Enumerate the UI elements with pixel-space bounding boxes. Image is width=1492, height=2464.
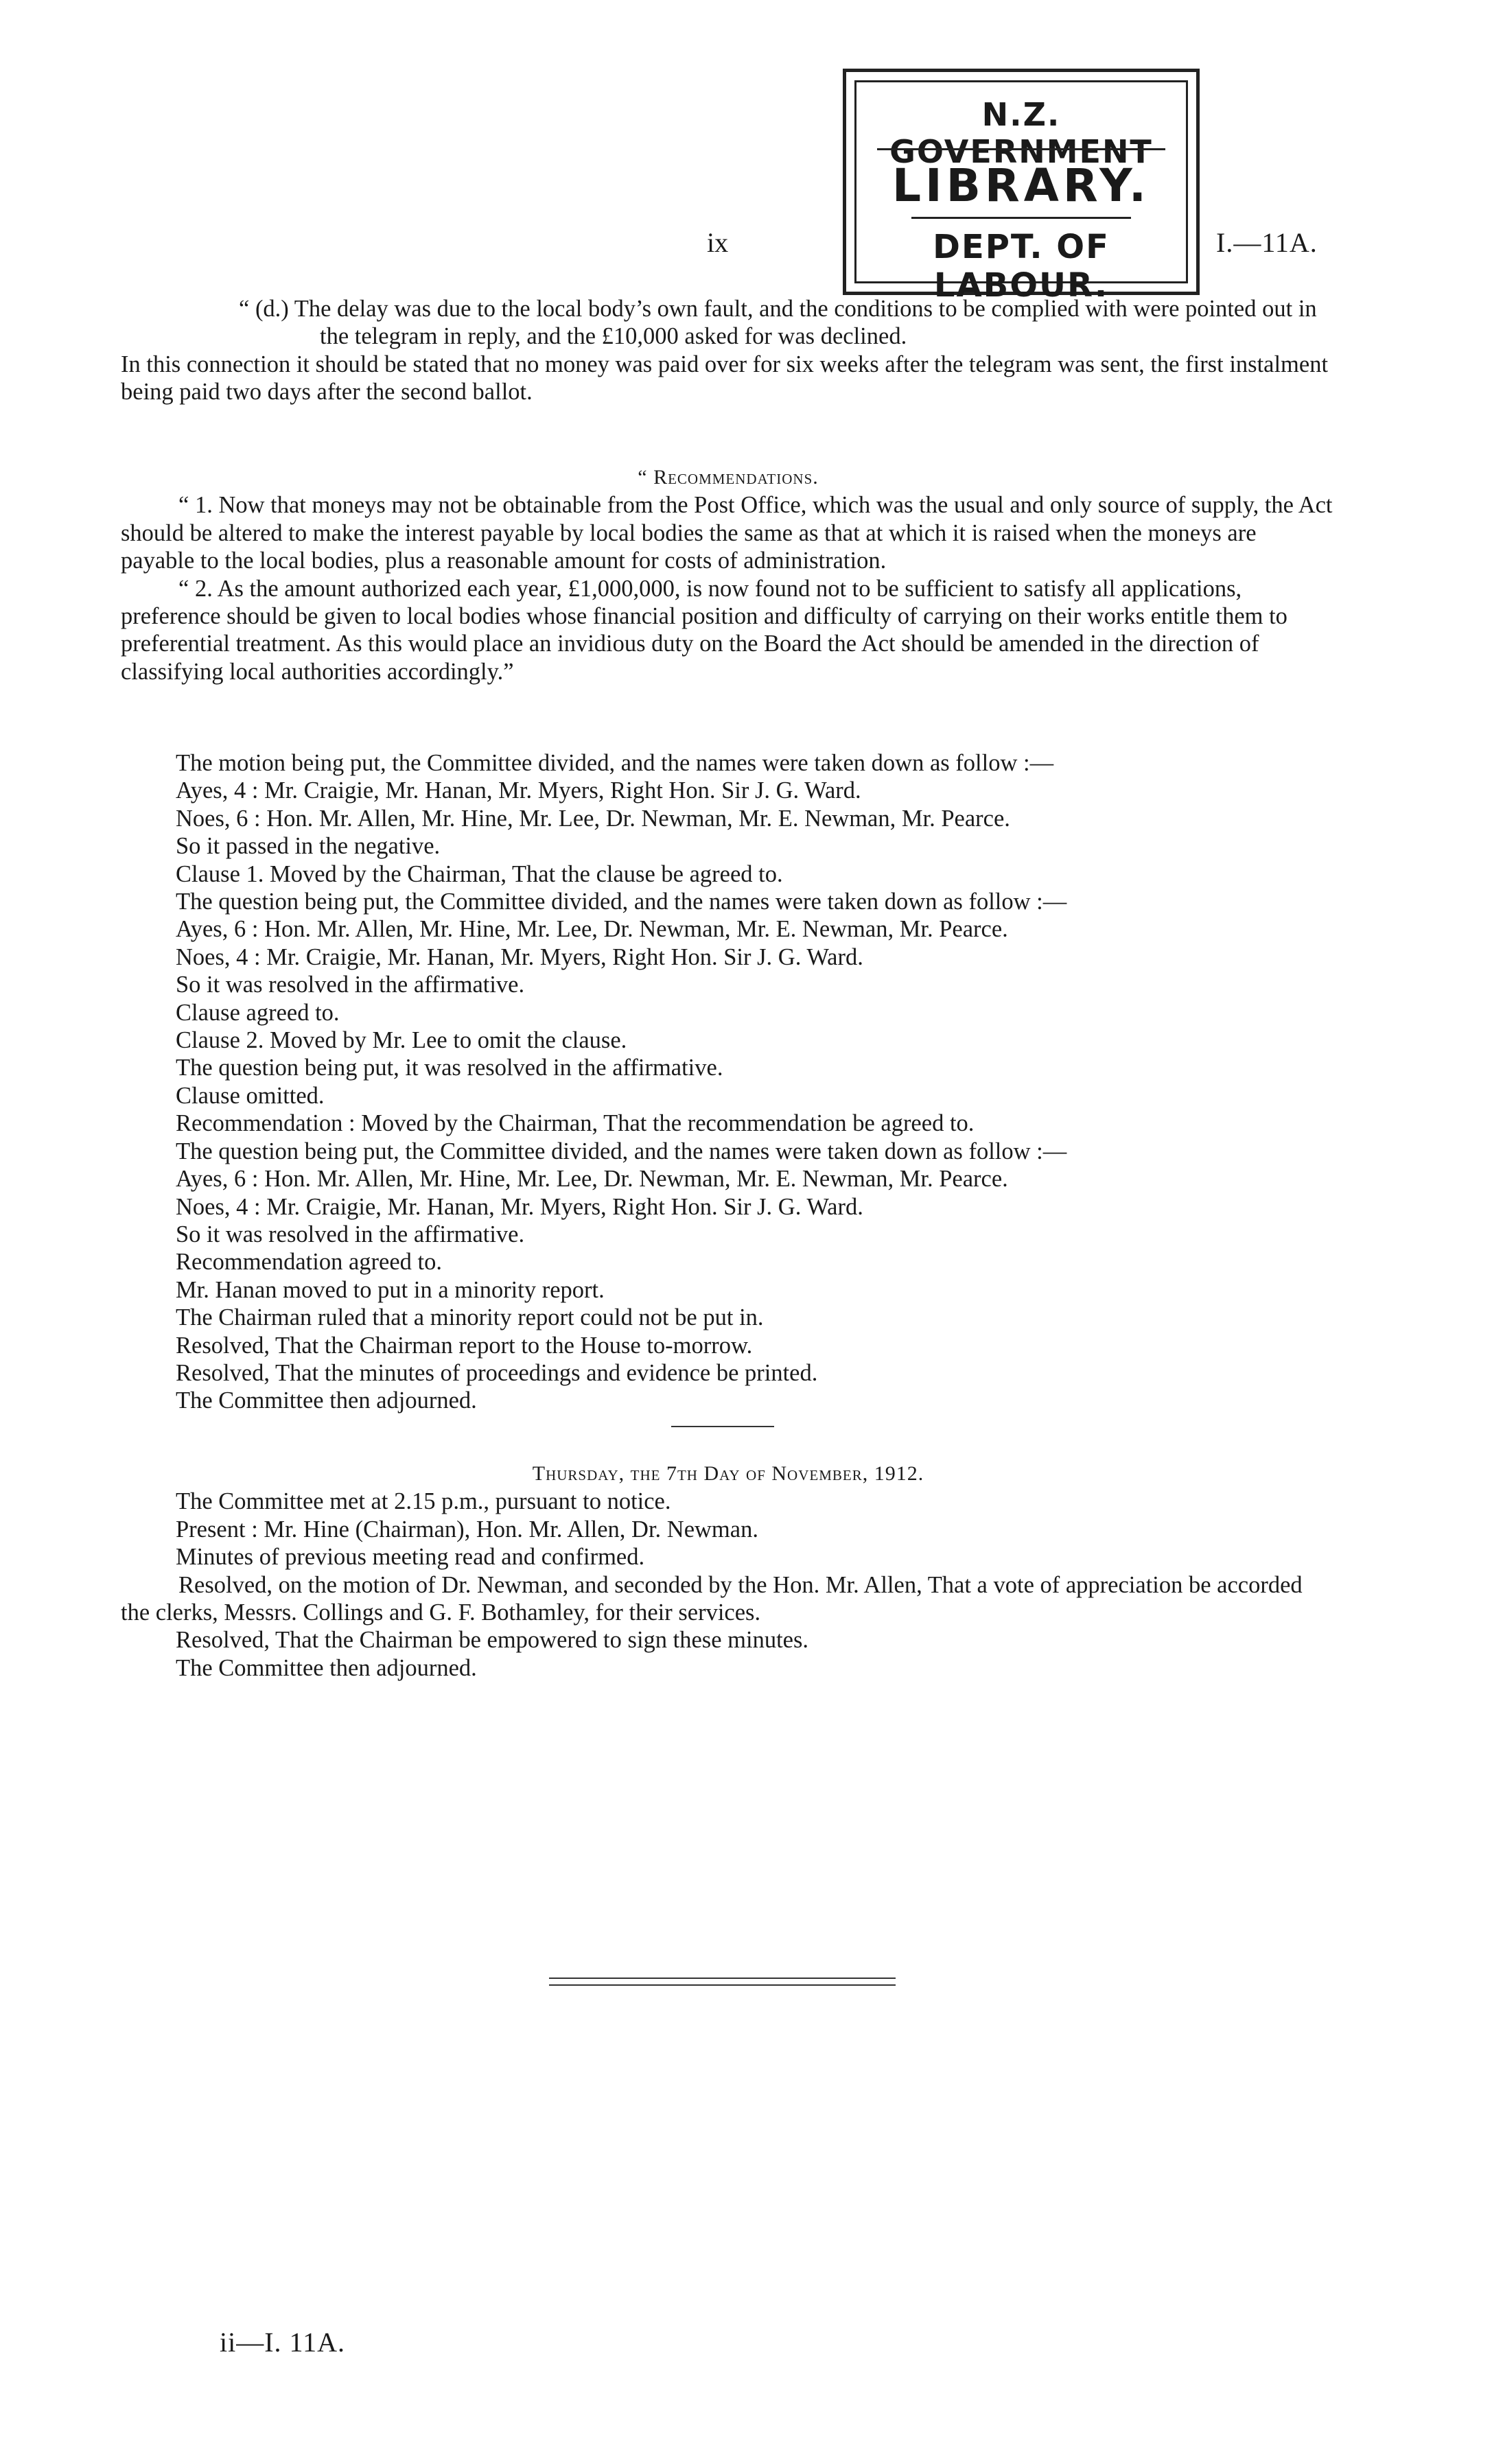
proceedings-block: [121, 749, 1336, 1415]
proceedings-line: Ayes, 6 : Hon. Mr. Allen, Mr. Hine, Mr. Lee, Dr. Newman, Mr. E. Newman, Mr. Pearce.: [176, 916, 1008, 943]
thursday-block: [121, 1460, 1336, 1682]
meeting-line: Minutes of previous meeting read and confirmed.: [176, 1544, 645, 1571]
connection-paragraph: In this connection it should be stated that no money was paid over for six weeks after the telegram was sent, the first instalment being paid two days after the second ballot.: [121, 351, 1329, 406]
proceedings-line: Noes, 4 : Mr. Craigie, Mr. Hanan, Mr. Myers, Right Hon. Sir J. G. Ward.: [176, 1193, 863, 1220]
meeting-line: Present : Mr. Hine (Chairman), Hon. Mr. Allen, Dr. Newman.: [176, 1516, 758, 1542]
meeting-line: The Committee met at 2.15 p.m., pursuant to notice.: [176, 1488, 671, 1515]
section-divider: [671, 1426, 774, 1427]
proceedings-line: Resolved, That the minutes of proceedings and evidence be printed.: [176, 1359, 818, 1386]
proceedings-line: Recommendation agreed to.: [176, 1249, 442, 1276]
stamp-divider: [911, 217, 1131, 219]
proceedings-line: The Committee then adjourned.: [176, 1387, 477, 1414]
page-number: ix: [707, 227, 729, 258]
recommendations-block: [121, 464, 1336, 685]
proceedings-line: Mr. Hanan moved to put in a minority report.: [176, 1276, 605, 1303]
proceedings-line: The question being put, the Committee divided, and the names were taken down as follow :—: [176, 1138, 1067, 1164]
proceedings-line: Resolved, That the Chairman report to the House to-morrow.: [176, 1332, 753, 1359]
recommendation-1: “ 1. Now that moneys may not be obtainable from the Post Office, which was the usual and only source of supply, the Act should be altered to make the interest payable by local bodies the same as that at which it is raised when the moneys are payable to the local bodies, plus a reasonable amount for costs of administration.: [121, 492, 1333, 574]
stamp-department: DEPT. OF LABOUR.: [933, 228, 1110, 305]
closing-double-rule: [549, 1978, 896, 1986]
proceedings-line: Ayes, 4 : Mr. Craigie, Mr. Hanan, Mr. Myers, Right Hon. Sir J. G. Ward.: [176, 777, 861, 804]
proceedings-line: Ayes, 6 : Hon. Mr. Allen, Mr. Hine, Mr. Lee, Dr. Newman, Mr. E. Newman, Mr. Pearce.: [176, 1166, 1008, 1193]
document-reference: I.—11A.: [1216, 227, 1318, 258]
proceedings-line: Clause 2. Moved by Mr. Lee to omit the clause.: [176, 1027, 627, 1054]
proceedings-line: Clause 1. Moved by the Chairman, That the clause be agreed to.: [176, 860, 783, 887]
recommendation-2: “ 2. As the amount authorized each year, £1,000,000, is now found not to be sufficient to satisfy all applications, preference should be given to local bodies whose financial position and difficulty of carrying on their works entitle them to preferential treatment. As this would place an invidious duty on the Board the Act should be amended in the direction of classifying local authorities accordingly.”: [121, 575, 1287, 685]
proceedings-line: So it was resolved in the affirmative.: [176, 972, 525, 998]
proceedings-line: So it passed in the negative.: [176, 833, 441, 860]
meeting-line: Resolved, That the Chairman be empowered to sign these minutes.: [176, 1627, 809, 1654]
proceedings-line: Noes, 6 : Hon. Mr. Allen, Mr. Hine, Mr. Lee, Dr. Newman, Mr. E. Newman, Mr. Pearce.: [176, 805, 1010, 832]
proceedings-line: Clause omitted.: [176, 1082, 325, 1109]
proceedings-line: Noes, 4 : Mr. Craigie, Mr. Hanan, Mr. Myers, Right Hon. Sir J. G. Ward.: [176, 943, 863, 970]
stamp-inner-border: [854, 80, 1188, 305]
meeting-date-heading: Thursday, the 7th Day of November, 1912.: [532, 1462, 924, 1485]
stamp-divider: [877, 148, 1165, 150]
proceedings-line: Recommendation : Moved by the Chairman, That the recommendation be agreed to.: [176, 1110, 975, 1137]
proceedings-line: The question being put, the Committee divided, and the names were taken down as follow :—: [176, 889, 1067, 915]
proceedings-line: The question being put, it was resolved in the affirmative.: [176, 1055, 723, 1081]
stamp-agency: N.Z. GOVERNMENT: [889, 96, 1153, 170]
stamp-library: LIBRARY.: [892, 159, 1150, 212]
proceedings-line: Clause agreed to.: [176, 999, 340, 1026]
meeting-line: The Committee then adjourned.: [176, 1654, 477, 1681]
proceedings-line: The motion being put, the Committee divided, and the names were taken down as follow :—: [176, 750, 1054, 776]
footer-reference: ii—I. 11A.: [220, 2327, 345, 2358]
library-stamp: [843, 69, 1200, 305]
proceedings-line: So it was resolved in the affirmative.: [176, 1221, 525, 1247]
opening-block: [121, 295, 1336, 406]
proceedings-line: The Chairman ruled that a minority report could not be put in.: [176, 1304, 764, 1331]
recommendations-heading: “ Recommendations.: [638, 466, 819, 489]
meeting-line: Resolved, on the motion of Dr. Newman, and seconded by the Hon. Mr. Allen, That a vote of appreciation be accorded the clerks, Messrs. Collings and G. F. Bothamley, for their services.: [121, 1571, 1303, 1626]
paragraph-d: “ (d.) The delay was due to the local body’s own fault, and the conditions to be complied with were pointed out in the telegram in reply, and the £10,000 asked for was declined.: [239, 296, 1317, 350]
